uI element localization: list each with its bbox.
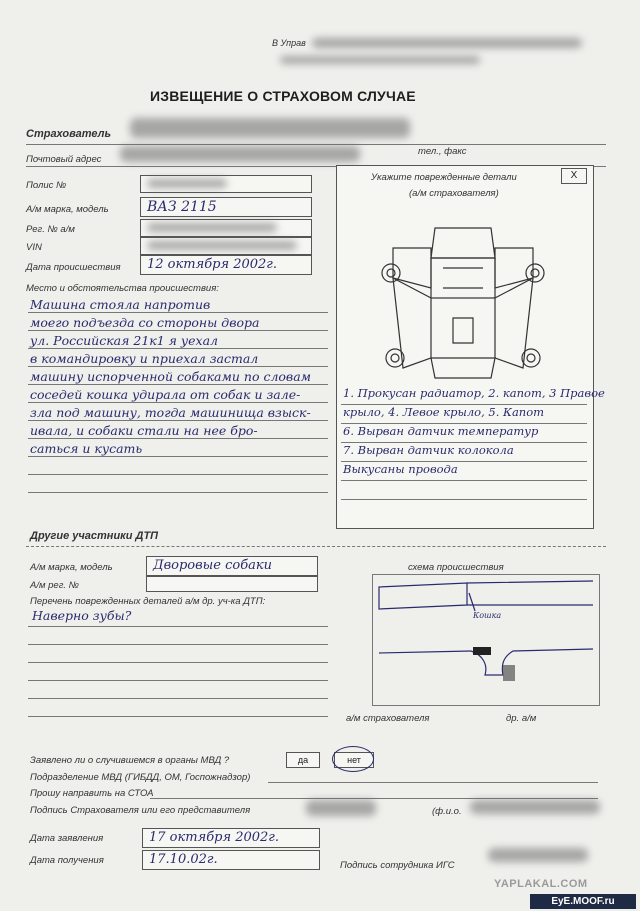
other-parts-value: Наверно зубы? bbox=[32, 608, 132, 623]
recv-date-label: Дата получения bbox=[30, 855, 104, 866]
close-mark: X bbox=[561, 168, 587, 184]
other-model-value: Дворовые собаки bbox=[153, 558, 273, 573]
police-question: Заявлено ли о случившемся в органы МВД ? bbox=[30, 755, 230, 766]
redacted-signature bbox=[306, 800, 376, 816]
date-label: Дата происшествия bbox=[26, 262, 121, 273]
reg-field bbox=[140, 219, 312, 237]
reg-label: Рег. № а/м bbox=[26, 224, 75, 235]
vin-label: VIN bbox=[26, 242, 42, 253]
description-line: саться и кусать bbox=[30, 441, 143, 456]
damage-line: 1. Прокусан радиатор, 2. капот, 3 Правое bbox=[343, 386, 605, 400]
no-label: нет bbox=[347, 755, 361, 765]
scheme-label: схема происшествия bbox=[408, 562, 504, 573]
damaged-parts-box bbox=[336, 165, 605, 529]
car-diagram bbox=[373, 218, 553, 383]
car-insured-label: а/м страхователя bbox=[346, 713, 430, 724]
police-dept-label: Подразделение МВД (ГИБДД, ОМ, Госпожнадзор) bbox=[30, 772, 251, 783]
date-field bbox=[140, 255, 312, 275]
date-value: 12 октября 2002г. bbox=[147, 257, 277, 272]
sto-line bbox=[150, 798, 598, 799]
other-parts-label: Перечень поврежденных деталей а/м др. уч-ка ДТП: bbox=[30, 596, 266, 607]
car-model-label: А/м марка, модель bbox=[26, 204, 109, 215]
vin-field bbox=[140, 237, 312, 255]
damage-line: крыло, 4. Левое крыло, 5. Капот bbox=[343, 405, 545, 419]
fio-label: (ф.и.о. bbox=[432, 806, 462, 817]
description-line: Машина стояла напротив bbox=[30, 297, 211, 312]
description-line: в командировку и приехал застал bbox=[30, 351, 259, 366]
description-line: зла под машину, тогда машинища взыск- bbox=[30, 405, 311, 420]
description-line: моего подъезда со стороны двора bbox=[30, 315, 260, 330]
signature-label: Подпись Страхователя или его представителя bbox=[30, 805, 251, 816]
app-date-label: Дата заявления bbox=[30, 833, 104, 844]
app-date-value: 17 октября 2002г. bbox=[149, 830, 279, 845]
redacted-insured-name bbox=[130, 118, 410, 138]
car-model-field bbox=[140, 197, 312, 217]
other-model-field bbox=[146, 556, 318, 576]
description-line: соседей кошка удирала от собак и зале- bbox=[30, 387, 301, 402]
description-line: ивала, и собаки стали на нее бро- bbox=[30, 423, 258, 438]
phone-label: тел., факс bbox=[418, 146, 467, 157]
redacted-igs-signature bbox=[488, 848, 588, 862]
damage-line: 6. Вырван датчик температур bbox=[343, 424, 539, 438]
other-model-label: А/м марка, модель bbox=[30, 562, 113, 573]
car-other-label: др. а/м bbox=[506, 713, 537, 724]
redacted-addressee bbox=[312, 38, 582, 48]
others-title: Другие участники ДТП bbox=[30, 530, 159, 542]
others-separator bbox=[26, 546, 606, 547]
addressee-label: В Управ bbox=[272, 38, 306, 48]
policy-field bbox=[140, 175, 312, 193]
redacted-addressee-2 bbox=[280, 56, 480, 64]
recv-date-field bbox=[142, 850, 320, 870]
scheme-box bbox=[372, 574, 600, 706]
description-line: ул. Российская 21к1 я уехал bbox=[30, 333, 219, 348]
form-title: ИЗВЕЩЕНИЕ О СТРАХОВОМ СЛУЧАЕ bbox=[150, 88, 416, 104]
watermark-yaplakal: YAPLAKAL.COM bbox=[494, 878, 588, 890]
sto-label: Прошу направить на СТОА bbox=[30, 788, 154, 799]
yes-box: да bbox=[286, 752, 320, 768]
police-dept-line bbox=[268, 782, 598, 783]
scheme-note: Кошка bbox=[473, 611, 502, 620]
insured-line bbox=[26, 144, 606, 145]
redacted-address bbox=[120, 146, 360, 162]
watermark-eyemoof: EyE.MOOF.ru bbox=[530, 894, 636, 909]
igs-label: Подпись сотрудника ИГС bbox=[340, 860, 455, 871]
place-label: Место и обстоятельства происшествия: bbox=[26, 283, 219, 294]
other-reg-label: А/м рег. № bbox=[30, 580, 79, 591]
damage-line: 7. Вырван датчик колокола bbox=[343, 443, 514, 457]
damage-line: Выкусаны провода bbox=[343, 462, 458, 476]
damaged-sub: (а/м страхователя) bbox=[409, 188, 499, 199]
insured-label: Страхователь bbox=[26, 128, 112, 140]
description-line: машину испорченной собаками по словам bbox=[30, 369, 312, 384]
policy-label: Полис № bbox=[26, 180, 67, 191]
address-label: Почтовый адрес bbox=[26, 154, 102, 165]
other-reg-field bbox=[146, 576, 318, 592]
description-rules bbox=[28, 312, 328, 510]
car-model-value: ВАЗ 2115 bbox=[147, 199, 217, 215]
other-parts-rules bbox=[28, 626, 328, 734]
recv-date-value: 17.10.02г. bbox=[149, 852, 218, 867]
app-date-field bbox=[142, 828, 320, 848]
damaged-header: Укажите поврежденные детали bbox=[371, 172, 517, 183]
scheme-drawing bbox=[373, 575, 599, 705]
damage-rules bbox=[341, 404, 587, 500]
no-circle-mark bbox=[332, 746, 374, 772]
redacted-fio bbox=[470, 800, 600, 814]
